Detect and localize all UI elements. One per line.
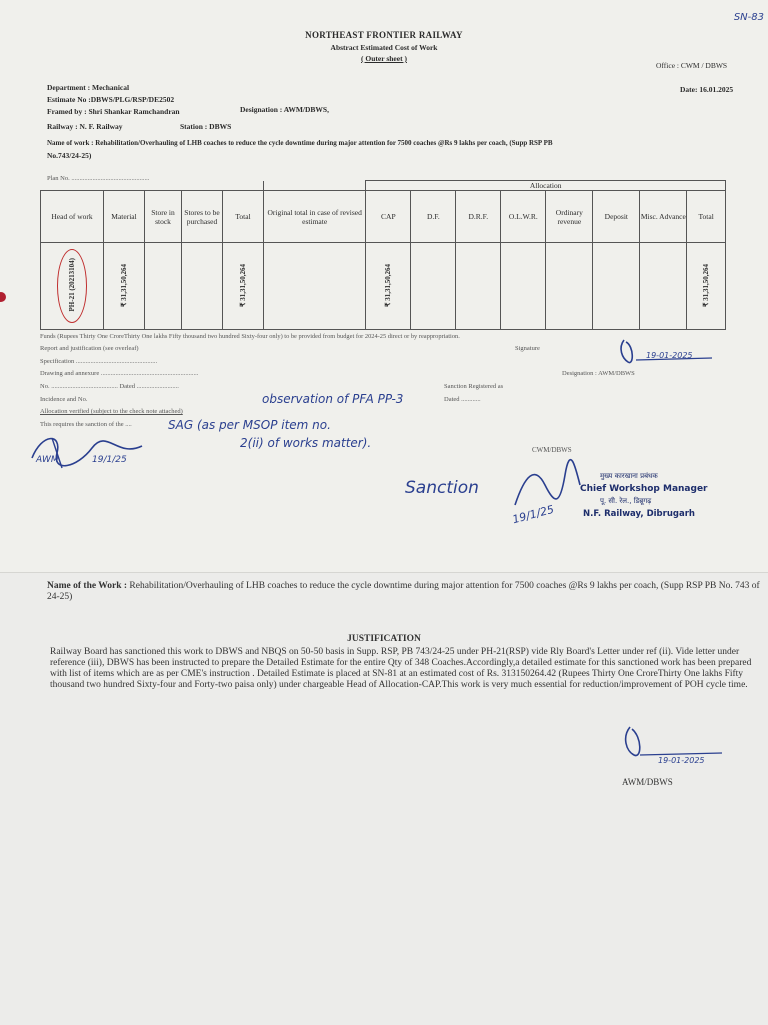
station-field: Station : DBWS <box>180 122 232 131</box>
dated2-line: Dated ............ <box>444 396 481 403</box>
handwritten-sag: SAG (as per MSOP item no. <box>168 418 331 432</box>
cell-grand-total: ₹ 31,31,50,264 <box>687 243 726 330</box>
handwritten-date-cwm: 19/1/25 <box>511 502 556 527</box>
th-misc-advance: Misc. Advance <box>640 191 687 243</box>
handwritten-date-awm: 19-01-2025 <box>646 351 693 360</box>
allocation-header: Allocation <box>366 181 726 191</box>
th-head-of-work: Head of work <box>41 191 104 243</box>
no-dated-line: No. ......................................... Dated .......................... <box>40 383 179 390</box>
handwritten-sanction: Sanction <box>405 478 479 498</box>
cell-head-of-work: PH-21 (20213104) <box>41 243 104 330</box>
name-of-work-block: Name of the Work : Rehabilitation/Overhauling of LHB coaches to reduce the cycle downtime during major attention for 7500 coaches @Rs 9 lakhs per coach, (Supp RSP PB No. 743 of 24-25) <box>47 581 760 602</box>
cell-material: ₹ 31,31,50,264 <box>104 243 145 330</box>
estimate-table <box>40 180 726 330</box>
th-total: Total <box>223 191 264 243</box>
signature-label: Signature <box>515 345 540 352</box>
th-drf: D.R.F. <box>456 191 501 243</box>
office-field: Office : CWM / DBWS <box>656 61 728 70</box>
designation-footer: Designation : AWM/DBWS <box>562 370 635 377</box>
funds-line: Funds (Rupees Thirty One CroreThirty One lakhs Fifty thousand two hundred Sixty-four only) to be provided from budget for 2024-25 direct or by reappropriation. <box>40 333 460 340</box>
th-original-total: Original total in case of revised estimate <box>264 191 366 243</box>
estimate-no-field: Estimate No :DBWS/PLG/RSP/DE2502 <box>47 95 175 104</box>
specification-line: Specification .................................................. <box>40 358 158 365</box>
signature-left <box>22 428 152 476</box>
corner-reference: SN-83 <box>733 12 764 23</box>
cell-total: ₹ 31,31,50,264 <box>223 243 264 330</box>
name-of-work-line2: No.743/24-25) <box>47 151 92 160</box>
justification-page <box>0 572 768 1025</box>
handwritten-date-left: 19/1/25 <box>92 455 127 465</box>
department-field: Department : Mechanical <box>47 83 130 92</box>
stamp-cwm-title: Chief Workshop Manager <box>580 484 708 494</box>
handwritten-awm-left: AWM <box>36 455 59 465</box>
incidence-line: Incidence and No. <box>40 396 88 403</box>
requires-sanction-line: This requires the sanction of the .... <box>40 421 132 428</box>
th-deposit: Deposit <box>593 191 640 243</box>
stamp-cwm: CWM/DBWS <box>532 446 572 454</box>
date-field: Date: 16.01.2025 <box>680 85 734 94</box>
cell-stores-purchased <box>182 243 223 330</box>
justification-sign-date: 19-01-2025 <box>658 756 705 765</box>
th-material: Material <box>104 191 145 243</box>
document-title: Abstract Estimated Cost of Work <box>330 43 438 52</box>
justification-designation: AWM/DBWS <box>622 777 673 787</box>
organisation-name: NORTHEAST FRONTIER RAILWAY <box>305 30 463 40</box>
drawing-line: Drawing and annexure ............................................................ <box>40 370 199 377</box>
stamp-hindi-1: मुख्य कारखाना प्रबंधक <box>600 472 658 480</box>
cell-deposit <box>593 243 640 330</box>
th-df: D.F. <box>411 191 456 243</box>
cell-store-in-stock <box>145 243 182 330</box>
stamp-railway: N.F. Railway, Dibrugarh <box>583 509 695 519</box>
designation-field: Designation : AWM/DBWS, <box>240 105 329 114</box>
plan-no-field: Plan No. ................................................ <box>47 175 150 182</box>
punch-hole <box>0 292 6 302</box>
report-line: Report and justification (see overleaf) <box>40 345 139 352</box>
name-of-work-line1: Name of work : Rehabilitation/Overhauling of LHB coaches to reduce the cycle downtime during major attention for 7500 coaches @Rs 9 lakhs per coach, (Supp RSP PB <box>47 139 553 147</box>
justification-title: JUSTIFICATION <box>347 634 421 644</box>
sanction-registered: Sanction Registered as <box>444 383 504 390</box>
cell-misc-advance <box>640 243 687 330</box>
allocation-verified-line: Allocation verified (subject to the check note attached) <box>40 408 183 415</box>
railway-field: Railway : N. F. Railway <box>47 122 123 131</box>
stamp-hindi-2: पू. सी. रेल., डिब्रूगढ़ <box>600 497 652 505</box>
th-cap: CAP <box>366 191 411 243</box>
th-ordinary-revenue: Ordinary revenue <box>546 191 593 243</box>
th-olwr: O.L.W.R. <box>501 191 546 243</box>
cell-olwr <box>501 243 546 330</box>
cell-df <box>411 243 456 330</box>
th-stores-purchased: Stores to be purchased <box>182 191 223 243</box>
cell-drf <box>456 243 501 330</box>
th-total-allocation: Total <box>687 191 726 243</box>
cell-ordinary-revenue <box>546 243 593 330</box>
justification-body: Railway Board has sanctioned this work to DBWS and NBQS on 50-50 basis in Supp. RSP, PB 743/24-25 under PH-21(RSP) vide Rly Board's Letter under ref (ii). Vide letter under reference (iii), DBWS has been instructed to prepare the Detailed Estimate for the entire Qty of 348 Coaches.Accordingly,a detailed estimate for this sanctioned work has been prepared with list of items which are as per CME's instruction . Detailed Estimate is placed at SN-81 at an estimated cost of Rs. 313150264.42 (Rupees Thirty One CroreThirty One lakhs Fifty thousand two hundred Sixty-four and Forty-two paisa only) under chargeable Head of Allocation-CAP.This work is very much essential for reduction/improvement of POH cycle time. <box>50 647 752 690</box>
framed-by-field: Framed by : Shri Shankar Ramchandran <box>47 107 180 116</box>
document-subtitle: ( Outer sheet ) <box>361 54 407 63</box>
cell-original-total <box>264 243 366 330</box>
cell-cap: ₹ 31,31,50,264 <box>366 243 411 330</box>
th-store-in-stock: Store in stock <box>145 191 182 243</box>
handwritten-works-matter: 2(ii) of works matter). <box>240 436 372 450</box>
handwritten-observation: observation of PFA PP-3 <box>262 392 404 406</box>
